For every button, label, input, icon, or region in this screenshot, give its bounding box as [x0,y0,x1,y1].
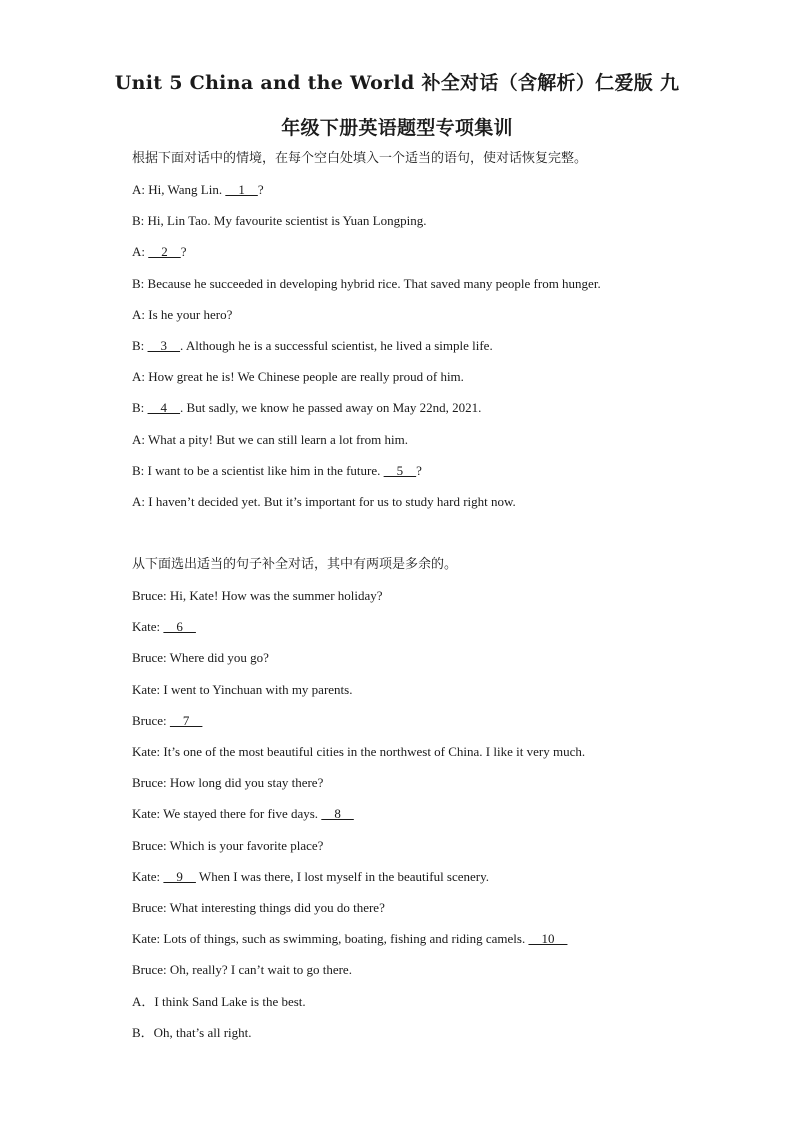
dialogue-line [132,306,232,324]
answer-blank[interactable]: 1 [225,182,258,197]
dialogue-line [132,868,489,886]
dialogue-line [132,805,354,823]
dialogue-text: A: How great he is! We Chinese people are really proud of him. [132,369,464,385]
dialogue-line [132,837,323,855]
dialogue-line [132,337,493,355]
answer-blank[interactable]: 6 [163,619,196,635]
dialogue-text: Kate: I went to Yinchuan with my parents. [132,681,353,697]
dialogue-text: B: Hi, Lin Tao. My favourite scientist is Yuan Longping. [132,213,427,229]
dialogue-line [132,1024,252,1042]
dialogue-text: B: Because he succeeded in developing hybrid rice. That saved many people from hunger. [132,275,601,291]
answer-blank[interactable]: 9 [163,868,196,884]
dialogue-line [132,399,481,417]
dialogue-line [132,961,352,979]
dialogue-text: B．Oh, that’s all right. [132,1024,252,1040]
dialogue-text-after-blank: ? [180,244,187,260]
dialogue-line [132,899,385,917]
dialogue-text: B: [132,338,148,353]
dialogue-text: Bruce: Which is your favorite place? [132,837,324,853]
dialogue-line [132,587,383,605]
dialogue-text: A: Hi, Wang Lin. [132,182,226,197]
dialogue-text: A．I think Sand Lake is the best. [132,993,306,1009]
dialogue-line [132,462,422,480]
dialogue-text: Kate: Lots of things, such as swimming, boating, fishing and riding camels. [132,931,529,947]
dialogue-line [132,743,585,761]
dialogue-line [132,681,352,699]
dialogue-text: Kate: It’s one of the most beautiful cities in the northwest of China. I like it very much. [132,744,586,759]
answer-blank[interactable]: 8 [321,806,354,822]
dialogue-text: Bruce: Where did you go? [132,650,269,666]
dialogue-text: Bruce: What interesting things did you do there? [132,900,385,915]
dialogue-text: A: Is he your hero? [132,306,233,322]
page-title-continued: 年级下册英语题型专项集训 [281,117,513,139]
dialogue-text: Kate: [132,619,164,635]
dialogue-line [132,930,567,948]
answer-blank[interactable]: 10 [528,931,568,947]
dialogue-line [132,243,187,261]
dialogue-text: Bruce: Oh, really? I can’t wait to go there. [132,962,352,978]
page-title: Unit 5 China and the World 补全对话（含解析）仁爱版 九 [114,72,680,94]
dialogue-line [132,993,306,1011]
answer-blank[interactable]: 3 [147,338,181,353]
dialogue-text: A: I haven’t decided yet. But it’s important for us to study hard right now. [132,494,516,509]
dialogue-line [132,212,426,230]
dialogue-line [132,431,408,449]
answer-blank[interactable]: 7 [169,712,203,728]
section1-instruction: 根据下面对话中的情境，在每个空白处填入一个适当的语句，使对话恢复完整。 [132,151,588,166]
dialogue-line [132,275,601,293]
dialogue-text-after-blank: . Although he is a successful scientist, he lived a simple life. [180,338,493,353]
section2-instruction: 从下面选出适当的句子补全对话，其中有两项是多余的。 [132,557,458,572]
dialogue-text: Bruce: [132,712,170,728]
dialogue-line [132,774,323,792]
dialogue-line [132,181,264,199]
dialogue-line [132,649,269,667]
dialogue-text-after-blank: . But sadly, we know he passed away on May 22nd, 2021. [180,400,482,416]
dialogue-text: B: [132,400,148,416]
dialogue-text: Bruce: Hi, Kate! How was the summer holiday? [132,588,383,603]
dialogue-text-after-blank: When I was there, I lost myself in the beautiful scenery. [195,868,490,884]
dialogue-text-after-blank: ? [416,462,422,478]
answer-blank[interactable]: 4 [147,400,181,416]
dialogue-text: A: [132,244,149,260]
answer-blank[interactable]: 5 [383,462,417,478]
dialogue-text: A: What a pity! But we can still learn a lot from him. [132,431,408,447]
dialogue-line [132,368,464,386]
dialogue-text: B: I want to be a scientist like him in the future. [132,462,384,478]
dialogue-text: Bruce: How long did you stay there? [132,775,324,791]
answer-blank[interactable]: 2 [148,244,181,260]
dialogue-line [132,493,516,511]
dialogue-text-after-blank: ? [257,182,264,197]
dialogue-line [132,712,202,730]
dialogue-text: Kate: [132,868,164,884]
dialogue-line [132,618,196,636]
dialogue-text: Kate: We stayed there for five days. [132,806,322,822]
